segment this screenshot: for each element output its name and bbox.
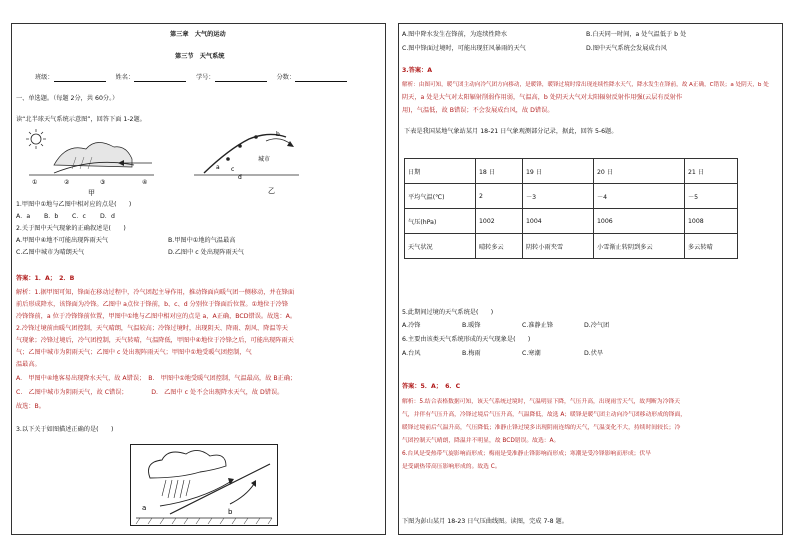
q1-options <box>16 213 115 221</box>
table-cell: 天气状况 <box>405 234 476 259</box>
option-analysis-line-2: C. 乙图中城市为阴雨天气，故 C错误； D. 乙图中 c 处不会出现降水天气，故 D错误。 <box>16 389 284 396</box>
intro-5-6: 下表是我国某地气象站某月 18-21 日气象观测部分记录，据此，回答 5-6题。 <box>404 128 618 135</box>
table-header-row <box>405 159 738 184</box>
q1-option-d[interactable]: D．d <box>100 213 115 220</box>
table-cell: 1006 <box>594 209 685 234</box>
explanation-5-6-line-3: 暖锋过境前后气温升高，气压降低；准静止锋过境多出现阴雨连绵的天气，气温变化不大，持续时间较长；冷 <box>402 425 681 431</box>
table-cell: 1004 <box>523 209 594 234</box>
q3-option-b[interactable]: B.白天同一时间，a 处气温低于 b 处 <box>586 31 687 38</box>
q6-option-c[interactable]: C.寒潮 <box>522 350 541 357</box>
city-label: 城市 <box>258 156 271 163</box>
explanation-5-6-line-2: 气，并伴有气压升高，冷锋过境后气压升高，气温降低，故选 A；暖锋是暖气团主动向冷气团移动形成的锋面， <box>402 412 687 418</box>
table-cell: 气压(hPa) <box>405 209 476 234</box>
q5-option-c[interactable]: C.准静止锋 <box>522 322 554 329</box>
point-3: ③ <box>100 179 106 186</box>
score-field[interactable] <box>295 75 347 82</box>
table-header-cell: 21 日 <box>685 159 738 184</box>
option-analysis-line-3: 故选：B。 <box>16 403 45 410</box>
name-field[interactable] <box>134 75 186 82</box>
q6-option-b[interactable]: B.梅雨 <box>462 350 481 357</box>
point-2: ② <box>64 179 70 186</box>
q3-options-cd <box>402 45 667 53</box>
q2-options-cd <box>16 249 244 257</box>
q6-option-d[interactable]: D.伏旱 <box>584 350 604 357</box>
point-b: b <box>276 131 280 138</box>
id-label: 学号： <box>196 74 215 81</box>
class-field[interactable] <box>54 75 106 82</box>
chapter-title: 第三章 大气的运动 <box>170 31 226 38</box>
table-cell: 1002 <box>476 209 523 234</box>
q3-option-c[interactable]: C.图中锋面过境时，可能出现狂风暴雨的天气 <box>402 45 526 52</box>
q1-option-c[interactable]: C．c <box>72 213 86 220</box>
label-yi: 乙 <box>268 187 275 195</box>
weather-record-table <box>404 158 738 259</box>
explanation-1-2-line-1: 解析：1.据甲图可知，锋面在移动过程中，冷气团起主导作用，推动锋面向暖气团一侧移动，并在锋面 <box>16 289 295 296</box>
q5-stem: 5.此期间过境的天气系统是( ) <box>402 309 494 316</box>
id-field[interactable] <box>215 75 267 82</box>
explanation-5-6-line-6: 是受副热带高压影响形成的。故选 C。 <box>402 464 501 470</box>
q6-stem: 6.主要由该类天气系统形成的天气现象是( ) <box>402 336 531 343</box>
answer-1-2: 答案：1．A； 2．B <box>16 275 75 282</box>
option-analysis-line-1: A. 甲图中④地客易出现降水天气，故 A错误； B. 甲图中①地受暖气团控制，气温最高，故 B正确； <box>16 375 297 382</box>
table-header-cell: 18 日 <box>476 159 523 184</box>
explanation-5-6-line-4: 气团控制天气晴朗，降温并不明显，故 BCD错误。故选：A。 <box>402 438 560 444</box>
q1-stem: 1.甲图中①地与乙图中相对应的点是( ) <box>16 201 132 208</box>
explanation-3-line-2: 阴天，a 处是大气对太阳辐射削弱作用弱，气温高，b 处阴天大气对太阳辐射反射作用强(云层有反射作 <box>402 94 683 101</box>
warm-front-figure <box>130 444 278 526</box>
table-header-cell: 20 日 <box>594 159 685 184</box>
q5-option-b[interactable]: B.暖锋 <box>462 322 481 329</box>
explanation-1-2-line-2: 前后形成降水，该锋面为冷锋。乙图中 a点位于锋前，b、c、d 分别位于锋面后位置。①地位于冷锋 <box>16 301 289 308</box>
q2-option-a[interactable]: A.甲图中④地不可能出现阵雨天气 <box>16 237 109 244</box>
q1-option-a[interactable]: A．a <box>16 213 31 220</box>
class-label: 班级： <box>35 74 54 81</box>
table-cell: 2 <box>476 184 523 209</box>
table-cell: 晴转多云 <box>476 234 523 259</box>
table-header-cell: 日期 <box>405 159 476 184</box>
explanation-1-2-line-3: 冷锋锋前，a 位于冷锋锋前位置，甲图中①地与乙图中相对应的点是 a，A正确，BCD错误。故选：A。 <box>16 313 297 320</box>
q2-option-d[interactable]: D.乙图中 c 处出现阵雨天气 <box>168 249 244 256</box>
q1-option-b[interactable]: B．b <box>44 213 59 220</box>
point-a: a <box>216 164 220 171</box>
table-cell: －5 <box>685 184 738 209</box>
q3-options-ab <box>402 31 686 39</box>
table-cell: 多云转晴 <box>685 234 738 259</box>
explanation-5-6-line-5: 6.台风是受热带气旋影响而形成；梅雨是受准静止锋影响而形成；寒潮是受冷锋影响而形成；伏旱 <box>402 451 652 457</box>
fig2-label-b: b <box>228 508 233 516</box>
explanation-1-2-line-4: 2.冷锋过境前由暖气团控制，天气晴朗，气温较高；冷锋过境时，出现阴天、降雨、刮风、降温等天 <box>16 325 288 332</box>
q6-option-a[interactable]: A.台风 <box>402 350 421 357</box>
score-label: 分数： <box>276 74 296 81</box>
table-cell: 阴转小雨夹雪 <box>523 234 594 259</box>
table-row <box>405 184 738 209</box>
explanation-1-2-line-5: 气现象；冷锋过境后，冷气团控制，天气转晴，气温降低，甲图中④地位于冷锋之后，可能出现阵雨天 <box>16 337 294 344</box>
q3-option-a[interactable]: A.图中降水发生在锋前，为连续性降水 <box>402 31 508 38</box>
table-cell: 1008 <box>685 209 738 234</box>
label-jia: 甲 <box>88 189 95 197</box>
answer-3: 3.答案：A <box>402 67 433 74</box>
explanation-1-2-line-7: 温最高。 <box>16 361 41 368</box>
table-header-cell: 19 日 <box>523 159 594 184</box>
table-cell: 小雪渐止转阴到多云 <box>594 234 685 259</box>
point-1: ① <box>32 179 38 186</box>
point-c: c <box>231 166 235 173</box>
intro-7-8: 下图为彭山某月 18-23 日气压曲线图。读图，完成 7-8 题。 <box>402 518 568 525</box>
q5-option-d[interactable]: D.冷气团 <box>584 322 610 329</box>
table-row <box>405 234 738 259</box>
name-label: 姓名： <box>115 74 135 81</box>
explanation-5-6-line-1: 解析：5.结合表格数据可知，该天气系统过境时，气温明显下降，气压升高，出现雨雪天气，故判断为冷锋天 <box>402 399 680 405</box>
table-row <box>405 209 738 234</box>
q2-option-b[interactable]: B.甲图中①地的气温最高 <box>168 237 236 244</box>
q2-option-c[interactable]: C.乙图中城市为晴朗天气 <box>16 249 85 256</box>
answer-5-6: 答案：5．A； 6．C <box>402 383 461 390</box>
explanation-3-line-1: 解析：由图可知，暖气团主动向冷气团方向移动，是暖锋，暖锋过境时常出现连续性降水天气，降水发生在锋前，故 A正确，C错误；a 处阴天，b 处 <box>402 82 769 88</box>
info-fields <box>35 74 347 82</box>
table-cell: －4 <box>594 184 685 209</box>
q3-option-d[interactable]: D.图中天气系统会发展成台风 <box>586 45 667 52</box>
section-heading: 一、单选题。（每题 2分，共 60分。） <box>16 95 119 102</box>
q6-options <box>402 350 603 358</box>
point-4: ④ <box>142 179 148 186</box>
section-title: 第三节 天气系统 <box>175 53 225 60</box>
sun-icon <box>26 129 46 149</box>
table-cell: 平均气温(℃) <box>405 184 476 209</box>
table-cell: －3 <box>523 184 594 209</box>
q2-options-ab <box>16 237 235 245</box>
q5-options <box>402 322 609 330</box>
explanation-1-2-line-6: 气；乙图中城市为阴雨天气；乙图中 c 处出现阵雨天气；甲图中①地受暖气团控制，气 <box>16 349 252 356</box>
q5-option-a[interactable]: A.冷锋 <box>402 322 421 329</box>
weather-system-figure <box>24 127 304 197</box>
intro-1-2: 读“北半球天气系统示意图”，回答下面 1-2题。 <box>16 116 146 123</box>
point-d: d <box>238 174 242 181</box>
explanation-3-line-3: 用)，气温低，故 B错误；不会发展成台风，故 D错误。 <box>402 107 554 114</box>
q2-stem: 2.关于图中天气现象的正确叙述是( ) <box>16 225 126 232</box>
fig2-label-a: a <box>142 504 147 512</box>
q3-stem: 3.以下关于如图描述正确的是( ) <box>16 426 114 433</box>
